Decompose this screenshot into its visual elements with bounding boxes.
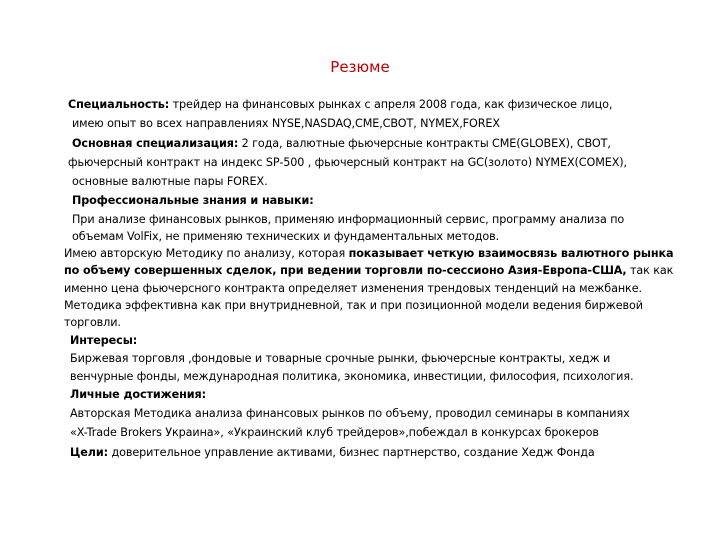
skills-line-2: объемам VolFix, не применяю технических и фундаментальных методов. [72,229,500,243]
skills-line-3: Имею авторскую Методику по анализу, которая показывает четкую взаимосвязь валютного рынка [64,247,674,261]
resume-title: Резюме [330,58,390,76]
interests-line-2: венчурные фонды, международная политика, экономика, инвестиции, философия, психология. [70,369,634,383]
main-specialization-line-2: фьючерсный контракт на индекс SP-500 , фьючерсный контракт на GC(золото) NYMEX(COMEX), [68,155,628,169]
achievements-line-2: «X-Trade Brokers Украина», «Украинский клуб трейдеров»,побеждал в конкурсах брокеров [70,426,599,440]
skills-line-5: именно цена фьючерсного контракта определяет изменения трендовых тенденций на межбанке. [64,281,642,295]
interests-line-1: Биржевая торговля ,фондовые и товарные срочные рынки, фьючерсные контракты, хедж и [70,352,611,366]
goals-line: Цели: доверительное управление активами, бизнес партнерство, создание Хедж Фонда [70,445,595,459]
main-specialization-label: Основная специализация: [72,136,239,150]
skills-line-4: по объему совершенных сделок, при ведении торговли по-сессионо Азия-Европа-США, так как [64,264,674,278]
main-specialization-line-1: Основная специализация: 2 года, валютные фьючерсные контракты CME(GLOBEX), CBOT, [72,136,611,150]
skills-line-7: торговли. [64,315,121,329]
skills-heading: Профессиональные знания и навыки: [72,194,314,208]
achievements-heading: Личные достижения: [70,387,206,401]
main-specialization-line-3: основные валютные пары FOREX. [72,175,268,189]
goals-label: Цели: [70,445,108,459]
skills-line-6: Методика эффективна как при внутридневной, так и при позиционной модели ведения биржевой [64,298,643,312]
resume-body [64,95,674,462]
achievements-line-1: Авторская Методика анализа финансовых рынков по объему, проводил семинары в компаниях [70,407,630,421]
specialty-line-2: имею опыт во всех направлениях NYSE,NASDAQ,CME,CBOT, NYMEX,FOREX [72,117,500,131]
skills-line-1: При анализе финансовых рынков, применяю информационный сервис, программу анализа по [72,212,625,226]
interests-heading: Интересы: [70,334,138,348]
specialty-line-1: Специальность: трейдер на финансовых рынках с апреля 2008 года, как физическое лицо, [68,98,613,111]
specialty-label: Специальность: [68,98,170,111]
